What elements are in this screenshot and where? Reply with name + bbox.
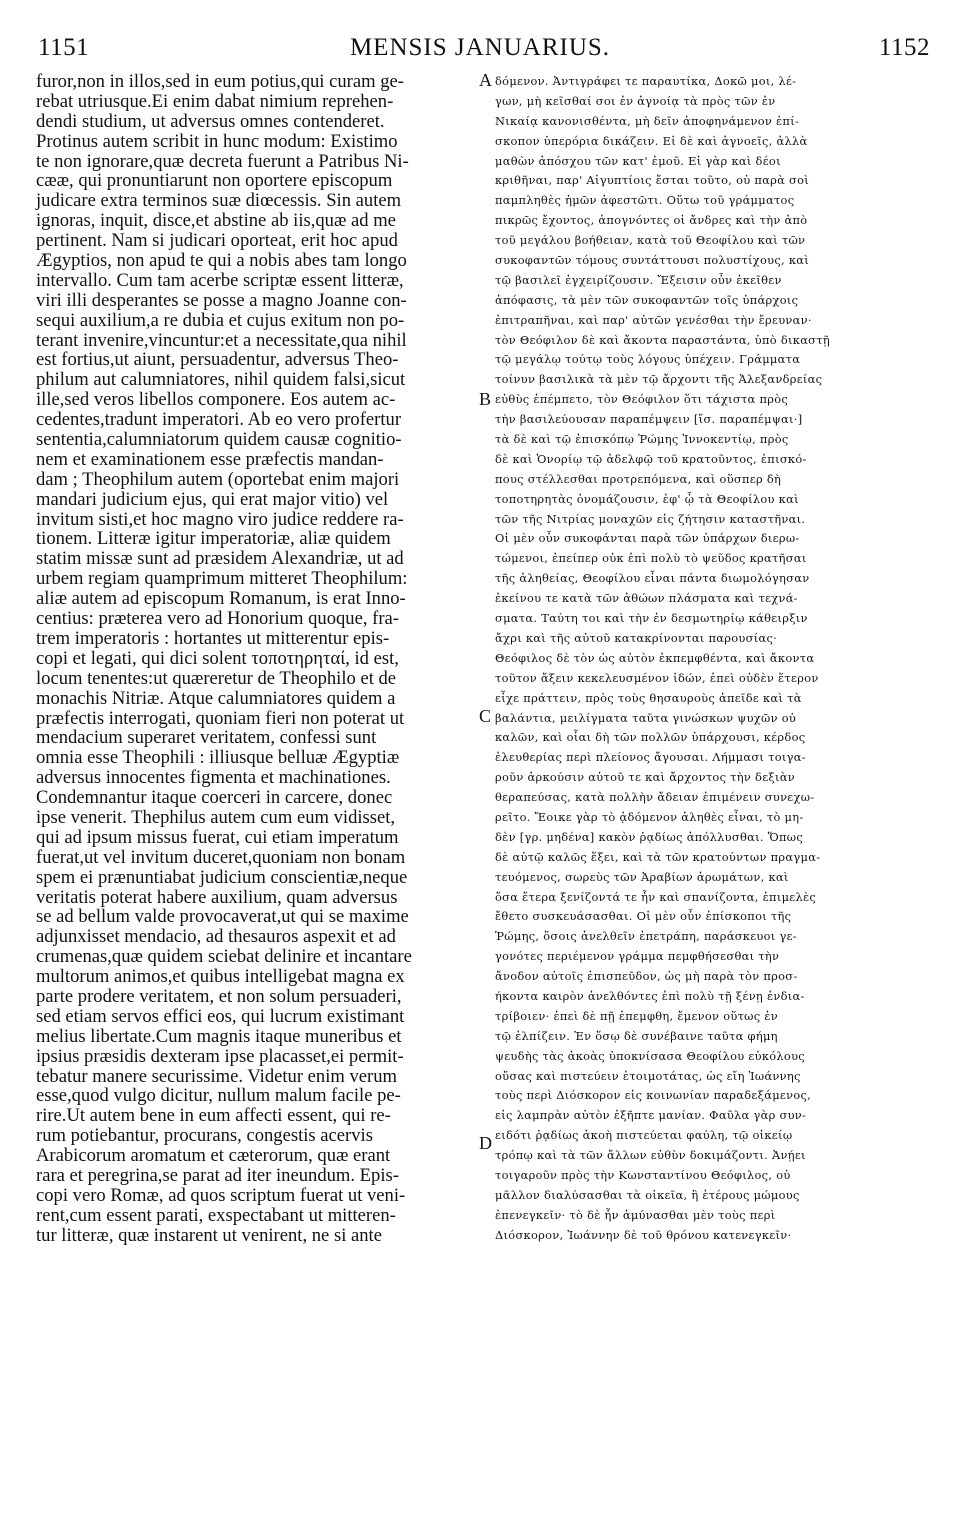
latin-text-line: statim missæ sunt ad præsidem Alexandriæ, ut ad	[36, 548, 404, 570]
latin-text-line: dendi studium, ut adversus omnes contenderet.	[36, 110, 385, 132]
latin-text-line: parte prodere veritatem, et non solum persuaderi,	[36, 985, 402, 1007]
greek-text-line: δὲν [γρ. μηδένα] κακὸν ῥᾳδίως ἀπόλλυσθαι. Ὅπως	[495, 829, 804, 844]
greek-text-line: ἐπιτραπῆναι, καὶ παρ' αὐτῶν γενέσθαι τὴν ἔρευναν·	[495, 312, 812, 327]
latin-text-line: judicare extra terminos suæ diœcessis. Sin autem	[36, 190, 402, 212]
latin-text-line: qui ad ipsum missus fuerat, cui etiam imperatum	[36, 826, 399, 848]
greek-text-line: κριθῆναι, παρ' Αἰγυπτίοις ἔσται τοῦτο, οὐ παρὰ σοὶ	[495, 173, 810, 188]
greek-text-line: ἐλευθερίας περὶ πλείονος ἄγουσαι. Λήμμασι τοιγα-	[495, 750, 806, 765]
greek-text-line: ἄνοδον αὐτοῖς ἐπισπεῦδον, ὡς μὴ παρὰ τὸν προσ-	[495, 969, 798, 984]
greek-text-line: ρεῖτο. Ἔοικε γὰρ τὸ ᾀδόμενον ἀληθὲς εἶναι, τὸ μη-	[495, 809, 804, 824]
latin-text-line: veritatis poterat habere auxilium, quam adversus	[36, 886, 398, 908]
section-marker-d: D	[479, 1133, 492, 1153]
greek-text-line: τευόμενος, σωρεὺς τῶν Ἀραβίων ἀρωμάτων, καὶ	[495, 869, 789, 884]
latin-text-line: crumenas,quæ quidem sciebat delinire et incantare	[36, 946, 412, 968]
latin-text-line: omnia esse Theophili : illiusque belluæ Ægyptiæ	[36, 747, 400, 769]
greek-text-line: τρόπῳ καὶ τὰ τῶν ἄλλων εὐθὺν δοκιμάζοντι. Ἀνῄει	[495, 1148, 806, 1163]
latin-text-line: rire.Ut autem bene in eum affecti essent, qui re-	[36, 1105, 391, 1127]
latin-text-line: centius: præterea vero ad Honorium quoque, fra-	[36, 608, 399, 630]
latin-text-line: viri illi desperantes se posse a magno Joanne con-	[36, 289, 407, 311]
greek-text-line: Ῥώμης, ὅσοις ἀνελθεῖν ἐπετράπη, παράσκευοι γε-	[495, 929, 797, 944]
latin-text-line: rara et peregrina,se parat ad iter ineundum. Epis-	[36, 1164, 399, 1186]
greek-text-line: ἄχρι καὶ τῆς αὐτοῦ κατακρίνονται παρουσίας·	[495, 630, 778, 645]
latin-text-line: copi vero Romæ, ad quos scriptum fuerat ut veni-	[36, 1184, 406, 1206]
latin-text-line: locum tenentes:ut quæreretur de Theophilo et de	[36, 667, 397, 689]
latin-text-line: cedentes,tradunt imperatori. Ab eo vero profertur	[36, 409, 402, 431]
greek-text-line: δόμενον. Ἀντιγράφει τε παραυτίκα, Δοκῶ μοι, λέ-	[495, 74, 797, 88]
latin-text-line: adjunxisset mendacio, ad thesauros aspexit et ad	[36, 926, 396, 948]
greek-text-line: τοῦτον ἄξειν κεκελευσμένον ἰδών, ἐπεὶ οὐδὲν ἕτερον	[495, 670, 819, 685]
greek-text-line: καλῶν, καὶ οἷαι δὴ τῶν πολλῶν ὑπάρχουσι, κέρδος	[495, 730, 806, 745]
section-marker-c: C	[479, 706, 492, 726]
greek-text-line: τῷ βασιλεῖ ἐγχειρίζουσιν. Ἔξεισιν οὖν ἐκεῖθεν	[495, 272, 782, 287]
latin-text-line: Arabicorum aromatum et cæterorum, quæ erant	[36, 1145, 391, 1167]
greek-text-line: ὅσα ἕτερα ξενίζοντά τε ἦν καὶ σπανίζοντα, ἐπιμελὲς	[495, 889, 817, 904]
greek-text-line: σματα. Ταύτη τοι καὶ τὴν ἐν δεσμωτηρίῳ κάθειρξιν	[495, 611, 808, 626]
latin-text-line: ipsius præsidis dexteram ipse placasset,ei permit-	[36, 1045, 404, 1067]
greek-text-line: τὰ δὲ καὶ τῷ ἐπισκόπῳ Ῥώμης Ἰννοκεντίῳ, πρὸς	[495, 432, 789, 447]
latin-text-line: philum aut calumniatores, nihil quidem falsi,sicut	[36, 369, 406, 391]
latin-text-line: fuerat,ut vel invitum duceret,quoniam non bonam	[36, 846, 406, 868]
greek-text-line: μαθὼν ἀπόσχου τῶν κατ' ἐμοῦ. Εἰ γὰρ καὶ δέοι	[495, 153, 781, 168]
latin-text-line: invitum sisti,et hoc magno viro judice reddere ra-	[36, 508, 404, 530]
latin-text-line: ipse venerit. Thephilus autem cum eum vidisset,	[36, 806, 396, 828]
greek-text-line: ἔθετο συσκευάσασθαι. Οἱ μὲν οὖν ἐπίσκοποι τῆς	[495, 909, 792, 924]
greek-text-line: τρίβοιεν· ἐπεὶ δὲ πῇ ἐπεμφθη, ἔμενον οὕτως ἐν	[495, 1008, 779, 1023]
greek-text-line: ἐκείνου τε κατὰ τῶν ἀθώων πλάσματα καὶ τεχνά-	[495, 591, 798, 606]
latin-text-line: ignoras, inquit, disce,et abstine ab iis,quæ ad me	[36, 210, 396, 232]
latin-text-line: copi et legati, qui dici solent τοποτηρηταί, id est,	[36, 647, 399, 669]
latin-text-line: nem et examinationem esse præfectis mandan-	[36, 448, 384, 470]
latin-text-line: cææ, qui pronuntiarunt non oportere episcopum	[36, 170, 393, 192]
latin-text-line: pertinent. Nam si judicari oporteat, erit hoc apud	[36, 230, 398, 252]
latin-text-line: sententia,calumniatorum quidem causæ cognitio-	[36, 429, 402, 451]
latin-text-line: sequi auxilium,a re dubia et cujus exitum non po-	[36, 309, 405, 331]
latin-text-line: spem ei prænuntiabat judicium conscientiæ,neque	[36, 866, 408, 888]
latin-text-line: rent,cum essent parati, exspectabant ut mitteren-	[36, 1204, 396, 1226]
latin-text-line: est fortius,ut aiunt, persuadentur, adversus Theo-	[36, 349, 399, 371]
right-page-number: 1152	[878, 34, 930, 61]
greek-text-line: εὐθὺς ἐπέμπετο, τὸν Θεόφιλον ὅτι τάχιστα πρὸς	[495, 392, 789, 407]
greek-text-line: εἶχε πράττειν, πρὸς τοὺς θησαυροὺς ἀπεῖδε καὶ τὰ	[495, 690, 802, 705]
latin-text-line: præfectis interrogati, quoniam fieri non poterat ut	[36, 707, 405, 729]
greek-text-line: τοὺς περὶ Διόσκορον εἰς κοινωνίαν παραδεξάμενος,	[495, 1088, 812, 1103]
greek-text-line: ειδότι ῥᾳδίως ἀκοὴ πιστεύεται φαύλη, τῷ οἰκείῳ	[495, 1128, 793, 1143]
latin-text-line: terant invenire,vincuntur:et a necessitate,qua nihil	[36, 329, 407, 351]
greek-text-line: δὲ καὶ Ὁνορίῳ τῷ ἀδελφῷ τοῦ κρατοῦντος, ἐπισκό-	[495, 451, 807, 466]
greek-text-line: βαλάντια, μειλίγματα ταῦτα γινώσκων ψυχῶν οὐ	[495, 710, 797, 725]
greek-text-line: συκοφαντῶν τόμους συντάττουσι πολυστίχους, καὶ	[495, 253, 810, 268]
running-title: MENSIS JANUARIUS.	[349, 34, 611, 61]
section-marker-b: B	[479, 389, 492, 409]
latin-text-line: melius libertate.Cum magnis itaque muneribus et	[36, 1025, 402, 1047]
latin-text-line: mandari judicium ejus, qui erat major vitio) vel	[36, 488, 389, 510]
latin-text-line: Ægyptios, non apud te qui a nobis abes tam longo	[36, 250, 407, 272]
latin-text-line: te non ignorare,quæ decreta fuerunt a Patribus Ni-	[36, 150, 409, 172]
latin-text-line: sed etiam servos effici eos, qui lucrum existimant	[36, 1005, 405, 1027]
latin-text-line: esse,quod vulgo dicitur, nullum malum facile pe-	[36, 1085, 401, 1107]
greek-text-line: Διόσκορον, Ἰωάννην δὲ τοῦ θρόνου κατενεγκεῖν·	[495, 1227, 792, 1242]
greek-text-line: τὸν Θεόφιλον δὲ καὶ ἄκοντα παραστάντα, ὑπὸ δικαστῇ	[495, 332, 830, 347]
greek-text-line: ἀπόφασις, τὰ μὲν τῶν συκοφαντῶν τοῖς ὑπάρχοις	[495, 292, 799, 307]
greek-text-line: τῆς ἀληθείας, Θεοφίλου εἶναι πάντα διωμολόγησαν	[495, 571, 810, 586]
greek-text-line: ήκοντα καιρὸν ἀνελθόντες ἐπὶ πολὺ τῇ ξένῃ ἐνδια-	[495, 988, 805, 1003]
greek-text-line: τώμενοι, ἐπείπερ οὐκ ἐπὶ πολὺ τὸ ψεῦδος κρατῆσαι	[495, 551, 807, 566]
latin-text-line: tebatur manere securissime. Videtur enim verum	[36, 1065, 397, 1087]
greek-text-line: ἐπενεγκεῖν· τὸ δὲ ἦν ἀμύνασθαι μὲν τοὺς περὶ	[495, 1207, 776, 1222]
latin-text-line: mendacium superaret veritatem, confessi sunt	[36, 727, 377, 749]
greek-text-line: τῶν τῆς Νιτρίας μοναχῶν εἰς ζήτησιν καταστῆναι.	[495, 511, 806, 526]
greek-text-line: τῷ ἐλπίζειν. Ἐν ὅσῳ δὲ συνέβαινε ταῦτα φήμη	[495, 1028, 778, 1043]
greek-text-line: τοποτηρητὰς ὀνομάζουσιν, ἐφ' ᾧ τὰ Θεοφίλου καὶ	[495, 491, 799, 506]
section-marker-a: A	[479, 70, 492, 90]
left-page-number: 1151	[38, 34, 90, 61]
latin-text-line: urbem regiam quamprimum mitteret Theophilum:	[36, 568, 408, 590]
latin-text-line: dam ; Theophilum autem (oportebat enim majori	[36, 468, 400, 490]
greek-text-line: θεραπεύσας, κατὰ πολλὴν ἄδειαν ἐπιμένειν συνεχω-	[495, 790, 815, 805]
greek-text-line: τοῦ μεγάλου βοήθειαν, κατὰ τοῦ Θεοφίλου καὶ τῶν	[495, 233, 806, 248]
greek-column	[495, 72, 923, 1246]
latin-text-line: furor,non in illos,sed in eum potius,qui curam ge-	[36, 71, 404, 92]
greek-text-line: Νικαίᾳ κανονισθέντα, μὴ δεῖν ἀποφηνάμενον ἐπί-	[495, 113, 800, 128]
latin-text-line: monachis Nitriæ. Atque calumniatores quidem a	[36, 687, 396, 709]
greek-text-line: πικρῶς ἔχοντος, ἀπογνόντες οἱ ἄνδρες καὶ τὴν ἀπὸ	[495, 213, 808, 228]
greek-text-line: Θεόφιλος δὲ τὸν ὡς αὐτὸν ἐκπεμφθέντα, καὶ ἄκοντα	[495, 650, 815, 665]
greek-text-line: ψευδὴς τὰς ἀκοὰς ὑποκνίσασα Θεοφίλου εὐκόλους	[495, 1048, 805, 1063]
page-header	[30, 28, 930, 68]
latin-text-line: Protinus autem scribit in hunc modum: Existimo	[36, 130, 398, 152]
latin-text-line: aliæ autem ad episcopum Romanum, is erat Inno-	[36, 588, 406, 610]
latin-text-line: se ad bellum valde provocaverat,ut qui se maxime	[36, 906, 409, 928]
latin-text-line: Condemnantur itaque coerceri in carcere, donec	[36, 787, 393, 809]
latin-text-line: trem imperatoris : hortantes ut mitterentur epis-	[36, 627, 390, 649]
greek-text-line: τοίνυν βασιλικὰ τὰ μὲν τῷ ἄρχοντι τῆς Ἀλεξανδρείας	[495, 372, 823, 387]
latin-text-line: rum potiebantur, procurans, congestis acervis	[36, 1125, 373, 1147]
greek-text-line: εἰς λαμπρὰν αὐτὸν ἐξῆπτε μανίαν. Φαῦλα γὰρ συν-	[495, 1108, 807, 1123]
latin-text-line: adversus innocentes figmenta et machinationes.	[36, 767, 391, 789]
greek-text-line: τῷ μεγάλῳ τούτῳ τοὺς λόγους ὑπέχειν. Γράμματα	[495, 352, 801, 367]
greek-text-line: παμπληθὲς ἡμῶν ἀφεστῶτι. Οὕτω τοῦ γράμματος	[495, 193, 795, 208]
greek-text-line: δὲ αὐτῷ καλῶς ἕξει, καὶ τὰ τῶν κρατούντων πραγμα-	[495, 849, 821, 864]
latin-text-line: tur litteræ, quæ instarent ut venirent, ne si ante	[36, 1224, 382, 1246]
greek-text-line: ροῦν ἀρκούσιν αὐτοῦ τε καὶ ἄρχοντος τὴν δεξιὰν	[495, 770, 795, 785]
latin-text-line: ille,sed veros libellos componere. Eos autem ac-	[36, 389, 396, 411]
greek-text-line: τὴν βασιλεύουσαν παραπέμψειν [ἴσ. παραπέμψαι·]	[495, 412, 803, 427]
latin-text-line: tionem. Litteræ igitur imperatoriæ, aliæ quidem	[36, 528, 391, 550]
latin-text-line: intervallo. Cum tam acerbe scriptæ essent litteræ,	[36, 269, 404, 291]
greek-text-line: γονότες περιέμενον γράμμα πεμφθήσεσθαι τὴν	[495, 949, 780, 964]
greek-text-line: γων, μὴ κεῖσθαί σοι ἐν ἀγνοίᾳ τὰ πρὸς τῶν ἐν	[495, 93, 776, 108]
greek-text-line: τοιγαροῦν πρὸς τὴν Κωνσταντίνου Θεόφιλος, οὐ	[495, 1167, 791, 1182]
latin-text-line: rebat utriusque.Ei enim dabat nimium reprehen-	[36, 90, 394, 112]
greek-text-line: οὔσας καὶ πιστεύειν ἑτοιμοτάτας, ὡς εἴη Ἰωάννης	[495, 1068, 801, 1083]
latin-column	[36, 72, 474, 1246]
greek-text-line: μᾶλλον διαλύσασθαι τὰ οἰκεῖα, ἢ ἑτέρους μώμους	[495, 1187, 800, 1202]
greek-text-line: Οἱ μὲν οὖν συκοφάνται παρὰ τῶν ὑπάρχων διερω-	[495, 531, 800, 546]
greek-text-line: πους στέλλεσθαι προτρεπόμενα, καὶ οὕσπερ δὴ	[495, 471, 782, 486]
latin-text-line: multorum animos,et quibus intelligebat magna ex	[36, 966, 405, 988]
greek-text-line: σκοπον ὑπερόρια δικάζειν. Εἰ δὲ καὶ ἀγνοεῖς, ἀλλὰ	[495, 133, 808, 148]
